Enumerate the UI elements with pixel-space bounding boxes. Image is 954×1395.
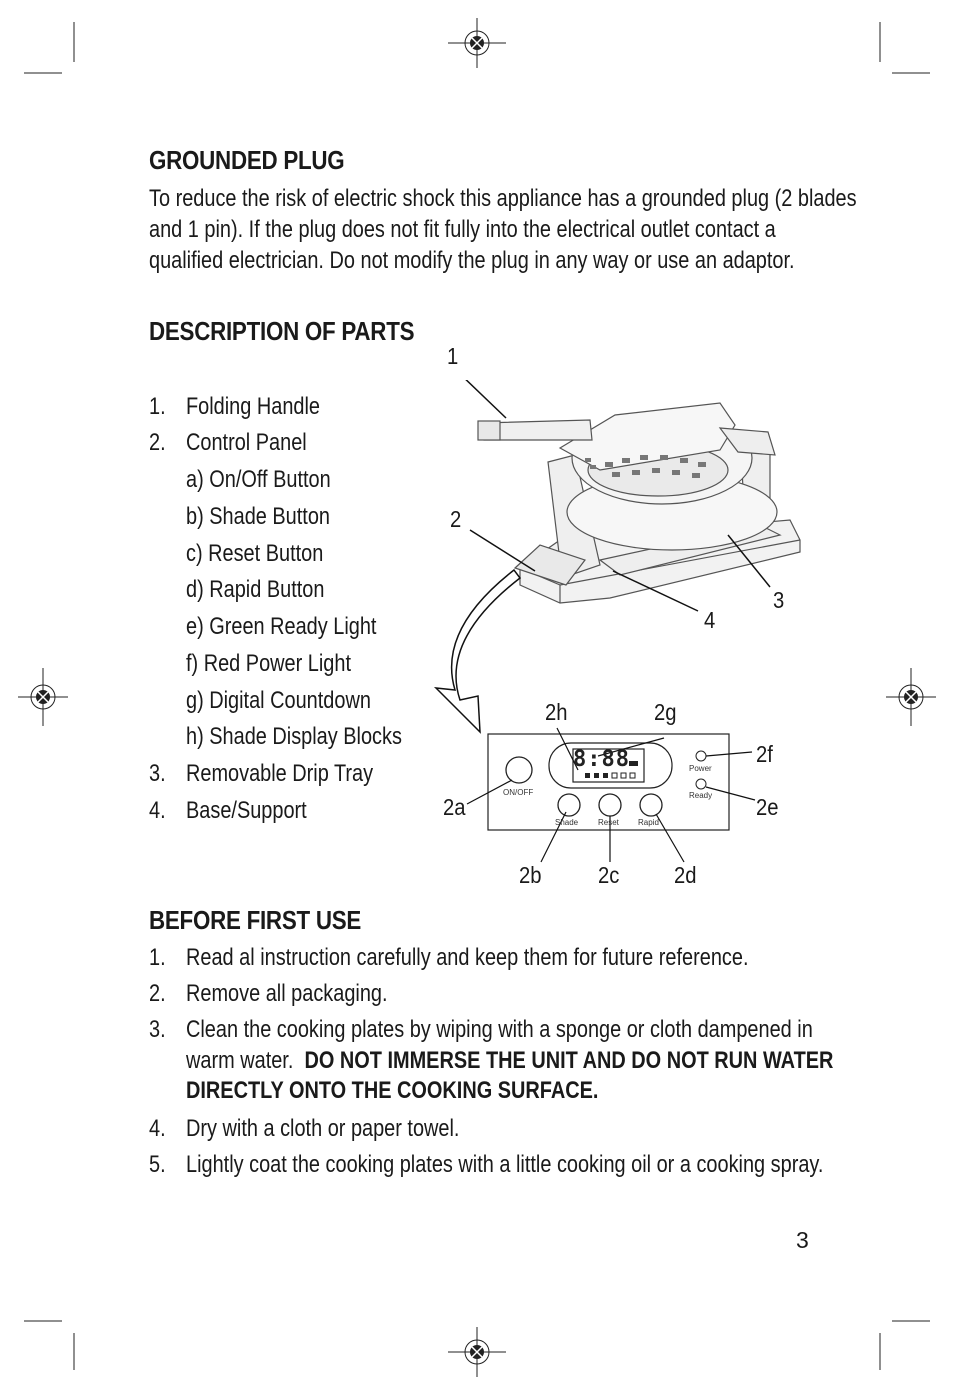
rapid-button[interactable]: [640, 794, 662, 816]
page-number: 3: [796, 1227, 809, 1253]
callout-2e: 2e: [756, 794, 779, 820]
grounded-plug-paragraph: [149, 183, 857, 276]
callout-2: 2: [450, 506, 462, 532]
step-number: 4.: [149, 1115, 166, 1142]
step-number: 5.: [149, 1151, 166, 1178]
callout-2a: 2a: [443, 794, 466, 820]
part-item: f) Red Power Light: [186, 650, 351, 677]
step-text: Dry with a cloth or paper towel.: [186, 1115, 460, 1142]
digital-countdown: 8:88: [573, 747, 630, 772]
waffle-maker-illustration: [430, 380, 820, 740]
ready-label: Ready: [689, 791, 713, 800]
reset-label: Reset: [598, 818, 619, 827]
warning-text: DO NOT IMMERSE THE UNIT AND DO NOT RUN WATER: [304, 1047, 834, 1074]
callout-1: 1: [447, 343, 459, 369]
warning-text: DIRECTLY ONTO THE COOKING SURFACE.: [186, 1077, 599, 1104]
ready-light: [696, 779, 706, 789]
step-text: Lightly coat the cooking plates with a little cooking oil or a cooking spray.: [186, 1151, 824, 1178]
shade-button[interactable]: [558, 794, 580, 816]
registration-mark-right: [886, 668, 936, 726]
part-item: Control Panel: [186, 429, 307, 456]
step-number: 2.: [149, 980, 166, 1007]
callout-2c: 2c: [598, 862, 620, 888]
part-item: d) Rapid Button: [186, 576, 325, 603]
grounded-plug-line: To reduce the risk of electric shock this appliance has a grounded plug (2 blades: [149, 185, 857, 212]
grounded-plug-line: qualified electrician. Do not modify the plug in any way or use an adaptor.: [149, 247, 795, 274]
part-item: Removable Drip Tray: [186, 760, 374, 787]
callout-2f: 2f: [756, 741, 773, 767]
step-plain-text: warm water.: [186, 1047, 305, 1074]
step-number: 3.: [149, 1016, 166, 1043]
callout-2g: 2g: [654, 699, 677, 725]
on-off-button[interactable]: [506, 757, 532, 783]
step-text-line: [186, 1077, 598, 1105]
part-item: Folding Handle: [186, 393, 320, 420]
registration-mark-top: [448, 18, 506, 68]
part-number: 2.: [149, 429, 166, 456]
on-off-label: ON/OFF: [503, 788, 534, 797]
part-item: b) Shade Button: [186, 503, 330, 530]
step-text: Clean the cooking plates by wiping with a sponge or cloth dampened in: [186, 1016, 813, 1043]
callout-2b: 2b: [519, 862, 542, 888]
step-number: 1.: [149, 944, 166, 971]
part-number: 4.: [149, 797, 166, 824]
power-label: Power: [689, 764, 712, 773]
registration-mark-left: [18, 668, 68, 726]
shade-label: Shade: [555, 818, 579, 827]
step-text: Remove all packaging.: [186, 980, 388, 1007]
part-item: h) Shade Display Blocks: [186, 723, 402, 750]
before-first-use-heading: BEFORE FIRST USE: [149, 905, 362, 935]
callout-4: 4: [704, 607, 716, 633]
part-number: 3.: [149, 760, 166, 787]
grounded-plug-line: and 1 pin). If the plug does not fit fully into the electrical outlet contact a: [149, 216, 776, 243]
registration-mark-bottom: [448, 1327, 506, 1377]
reset-button[interactable]: [599, 794, 621, 816]
rapid-label: Rapid: [638, 818, 659, 827]
part-item: g) Digital Countdown: [186, 687, 371, 714]
callout-3: 3: [773, 587, 785, 613]
part-item: Base/Support: [186, 797, 307, 824]
grounded-plug-heading: GROUNDED PLUG: [149, 145, 345, 175]
part-item: a) On/Off Button: [186, 466, 331, 493]
power-light: [696, 751, 706, 761]
control-panel-diagram: [430, 690, 810, 870]
part-number: 1.: [149, 393, 166, 420]
callout-2d: 2d: [674, 862, 697, 888]
callout-2h: 2h: [545, 699, 568, 725]
step-text-line: [186, 1047, 833, 1075]
step-text: Read al instruction carefully and keep them for future reference.: [186, 944, 749, 971]
part-item: c) Reset Button: [186, 540, 324, 567]
description-heading: DESCRIPTION OF PARTS: [149, 316, 415, 346]
part-item: e) Green Ready Light: [186, 613, 377, 640]
